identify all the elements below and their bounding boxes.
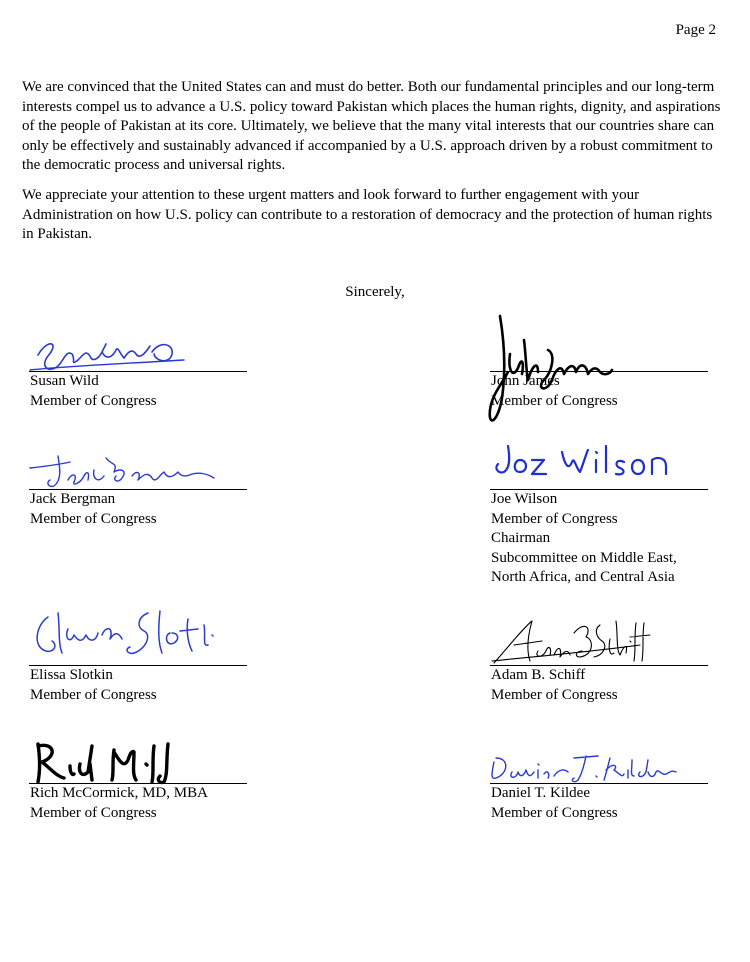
- signatory-name: Jack Bergman: [30, 491, 116, 507]
- signature-block-elissa-slotkin: [29, 665, 249, 705]
- signatory-title: Member of Congress: [30, 686, 157, 703]
- signatory-title: Member of Congress: [30, 392, 157, 409]
- signature-block-rich-mccormick: [29, 783, 249, 823]
- signatory-title: Member of Congress: [491, 686, 618, 703]
- signatory-name: John James: [491, 373, 560, 389]
- signatory-name: Daniel T. Kildee: [491, 785, 590, 801]
- paragraph: We are convinced that the United States can and must do better. Both our fundamental principles and our long-term interests compel us to advance a U.S. policy toward Pakistan which places the human rights, dignity, and aspirations of the people of Pakistan at its core. Ultimately, we believe that the many vital interests that our countries share can only be effectively and sustainably advanced if accompanied by a U.S. approach driven by a robust commitment to the democratic process and universal rights.: [22, 79, 721, 174]
- signatory-role: Chairman: [491, 530, 551, 547]
- signatory-name: Rich McCormick, MD, MBA: [30, 785, 208, 801]
- signatory-committee: Subcommittee on Middle East,: [491, 549, 677, 566]
- signatory-title: Member of Congress: [491, 510, 618, 527]
- signatory-name: Elissa Slotkin: [30, 667, 113, 683]
- signatory-title: Member of Congress: [30, 510, 157, 527]
- signature-block-adam-schiff: [490, 665, 710, 705]
- page-number: Page 2: [675, 22, 716, 38]
- signature-block-daniel-kildee: [490, 783, 710, 823]
- signature-daniel-kildee: [488, 752, 678, 787]
- paragraph: We appreciate your attention to these urgent matters and look forward to further engagement with your Administration on how U.S. policy can contribute to a restoration of democracy and the protection of human rights in Pakistan.: [22, 186, 713, 243]
- signatory-committee-cont: North Africa, and Central Asia: [491, 569, 675, 586]
- signature-joe-wilson: [488, 438, 678, 483]
- signatory-title: Member of Congress: [491, 804, 618, 821]
- signatory-title: Member of Congress: [30, 804, 157, 821]
- signature-adam-schiff: [490, 615, 650, 670]
- signatory-name: Adam B. Schiff: [491, 667, 586, 683]
- signatory-name: Joe Wilson: [491, 491, 558, 507]
- signature-elissa-slotkin: [28, 605, 218, 665]
- signature-rich-mccormick: [28, 738, 188, 788]
- signatory-name: Susan Wild: [30, 373, 99, 389]
- signature-block-joe-wilson: [490, 489, 710, 588]
- letter-body: [22, 78, 722, 255]
- signatory-title: Member of Congress: [491, 392, 618, 409]
- signature-block-susan-wild: [29, 371, 249, 411]
- signature-block-jack-bergman: [29, 489, 249, 529]
- closing: Sincerely,: [345, 284, 405, 300]
- signature-block-john-james: [490, 371, 710, 411]
